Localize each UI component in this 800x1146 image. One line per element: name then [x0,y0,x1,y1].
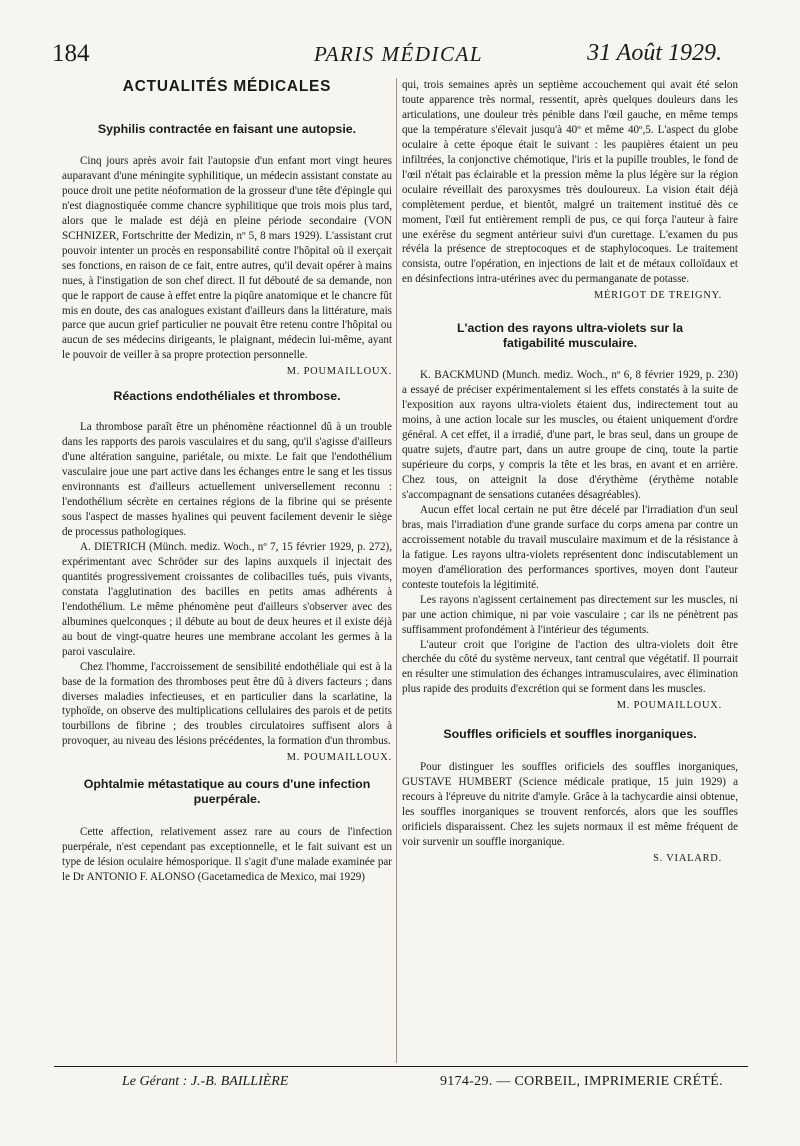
article-souffles [402,727,738,866]
paragraph: Pour distinguer les souffles orificiels des souffles inorganiques, GUSTAVE HUMBERT (Science médicale pratique, 15 juin 1929) a recours à l'épreuve du nitrite d'amyle. Grâce à la tachycardie ainsi obtenue, les souffles inorganiques se trouvent renforcés, alors que les souffles orificiels disparaissent. Chez les sujets normaux il est même fréquent de voir survenir un souffle inorganique. [402,761,738,849]
article-ultraviolet [402,321,738,713]
article-endothelial [62,389,392,765]
section-title: Souffles orificiels et souffles inorganiques. [443,727,697,742]
printer-line: 9174-29. — CORBEIL, IMPRIMERIE CRÉTÉ. [440,1074,723,1089]
author-signature: M. POUMAILLOUX. [286,752,392,764]
author-signature: M. POUMAILLOUX. [286,366,392,378]
paragraph: qui, trois semaines après un septième accouchement qui avait été selon toute apparence très normal, ressentit, après quelques douleurs dans les articulations, une douleur très pénible dans l'œil gauche, en même temps que la température s'élevait jusqu'à 40º et même 40º,5. L'aspect du globe oculaire à cette époque était le suivant : les paupières étaient un peu infiltrées, la conjonctive chémotique, l'iris et la pupille troubles, le fond de l'œil n'était pas éclairable et la pression même la plus légère sur la région oculaire réveillait des paroxysmes très douloureux. La vision était déjà complètement perdue, et bientôt, malgré un traitement institué dès ce moment, l'œil fut entièrement rempli de pus, ce qui força l'auteur à faire une exérèse du segment antérieur suivi d'un curettage. L'examen du pus révéla la présence de streptocoques et de staphylocoques. Le traitement consista, outre l'opération, en injections de lait et de métaux colloïdaux et en désinfections intra-utérines avec du permanganate de potasse. [402,79,738,286]
paragraph: Chez l'homme, l'accroissement de sensibilité endothéliale qui est à la base de la formation des thromboses peut être dû à divers facteurs ; dans diverses maladies infectieuses, et en particulier dans la scarlatine, la typhoïde, on observe des multiplications cellulaires des parois et de petits tourbillons de fibrine ; des troubles circulatoires suffisent alors à provoquer, au niveau des lésions précédentes, la formation d'un thrombus. [62,660,392,748]
paragraph: L'auteur croit que l'origine de l'action des ultra-violets doit être cherchée du côté du système nerveux, tant central que végétatif. Il pourrait en résulter une stimulation des échanges intramusculaires, avec élimination plus rapide des produits d'excrétion qui se forment dans les muscles. [402,638,738,696]
page-number: 184 [52,40,90,67]
paragraph: A. DIETRICH (Münch. mediz. Woch., nº 7, 15 février 1929, p. 272), expérimentant avec Schröder sur des lapins auxquels il injectait des quantités progressivement croissantes de colibacilles tués, puis vivants, constata l'agglutination des bacilles en petits amas adhérents à l'endothélium. Le même phénomène peut d'ailleurs s'observer avec des albumines quelconques ; il débute au bout de deux heures et il existe déjà au bout de vingt-quatre heures une membrane accolant les germes à la paroi vasculaire. [62,540,392,658]
page-header [52,40,722,74]
section-title: Syphilis contractée en faisant une autopsie. [97,122,357,136]
gerant-line: Le Gérant : J.-B. BAILLIÈRE [122,1074,289,1089]
paragraph: La thrombose paraît être un phénomène réactionnel dû à un trouble dans les rapports des parois vasculaires et du sang, qu'il s'agisse d'ailleurs d'une altération sanguine, pariétale, ou mixte. Le fait que l'endothélium vasculaire joue une part active dans les échanges entre le sang et les tissus environnants est d'ailleurs actuellement universellement reconnu : l'endothélium sécrète en certaines régions de la fibrine qui se présente sous l'aspect de masses hyalines qui peuvent facilement devenir le siège de processus pathologiques. [62,421,392,539]
paragraph: Cinq jours après avoir fait l'autopsie d'un enfant mort vingt heures auparavant d'une méningite syphilitique, un médecin assistant constate au pouce droit une petite néoformation de la grosseur d'une tête d'épingle qui n'est diagnostiquée comme chancre syphilitique que trois mois plus tard, alors que le malade est déjà en pleine période secondaire (VON SCHNIZER, Fortschritte der Medizin, nº 5, 8 mars 1929). L'assistant crut pouvoir intenter un procès en responsabilité contre l'hôpital où il exerçait ses fonctions, en raison de ce fait, entre autres, qu'il devait opérer à mains nues, à l'instigation de son chef direct. Il fut débouté de sa demande, non que le rapport de cause à effet entre la piqûre anatomique et le chancre fût mis en doute, des cas analogues existant d'ailleurs dans la littérature, mais parce que aucun grief particulier ne pouvait être retenu contre l'hôpital ou aucun de ses médecins dirigeants, le plaignant, médecin lui-même, ayant le pouvoir de veiller à sa propre protection personnelle. [62,155,392,362]
footer-rule [54,1066,748,1067]
paragraph: K. BACKMUND (Munch. mediz. Woch., nº 6, 8 février 1929, p. 230) a essayé de préciser expérimentalement si les effets constatés à la suite de l'exposition aux rayons ultra-violets étaient dus, indirectement tout au moins, à une action locale sur les muscles, ou étaient uniquement d'ordre général. A cet effet, il a irradié, d'une part, le bras seul, dans un groupe de quatre sujets, d'autre part, dans un autre groupe de cinq, toute la partie supérieure du corps, y compris la tête et les bras, en avant et en arrière. Chez tous, on atteignit la dose d'érythème (érythème notable s'accompagnant de sensations cutanées désagréables). [402,369,738,501]
paragraph: Aucun effet local certain ne put être décelé par l'irradiation d'un seul bras, mais l'irradiation d'une grande surface du corps amena par contre un accroissement notable du travail musculaire maximum et de la résistance à la fatigue. Les rayons ultra-violets représentent donc indiscutablement un moyen d'amélioration des performances sportives, moyen dont l'auteur conteste toutefois la légitimité. [402,503,738,591]
section-title: Réactions endothéliales et thrombose. [113,389,341,404]
left-column [62,78,392,885]
author-signature: MÉRIGOT DE TREIGNY. [593,290,722,302]
column-divider [396,78,397,1063]
right-column [402,78,738,866]
article-syphilis [62,122,392,379]
paragraph: Cette affection, relativement assez rare au cours de l'infection puerpérale, n'est cependant pas exceptionnelle, et le fait suivant est un type de lésion oculaire hémosporique. Il s'agit d'une malade examinée par le Dr ANTONIO F. ALONSO (Gacetamedica de Mexico, mai 1929) [62,826,392,884]
author-signature: S. VIALARD. [653,853,722,865]
issue-date: 31 Août 1929. [587,40,722,66]
paragraph: Les rayons n'agissent certainement pas directement sur les muscles, ni par une action chimique, ni par voie vasculaire ; car ils ne pénètrent pas suffisamment profondément à l'intérieur des téguments. [402,593,738,636]
article-ophtalmie-continued [402,78,738,303]
section-title: Ophtalmie métastatique au cours d'une infection puerpérale. [83,777,371,807]
author-signature: M. POUMAILLOUX. [616,700,722,712]
journal-title: PARIS MÉDICAL [314,42,484,66]
article-ophtalmie [62,777,392,885]
main-heading: ACTUALITÉS MÉDICALES [122,78,332,95]
section-title: L'action des rayons ultra-violets sur la fatigabilité musculaire. [456,321,684,351]
